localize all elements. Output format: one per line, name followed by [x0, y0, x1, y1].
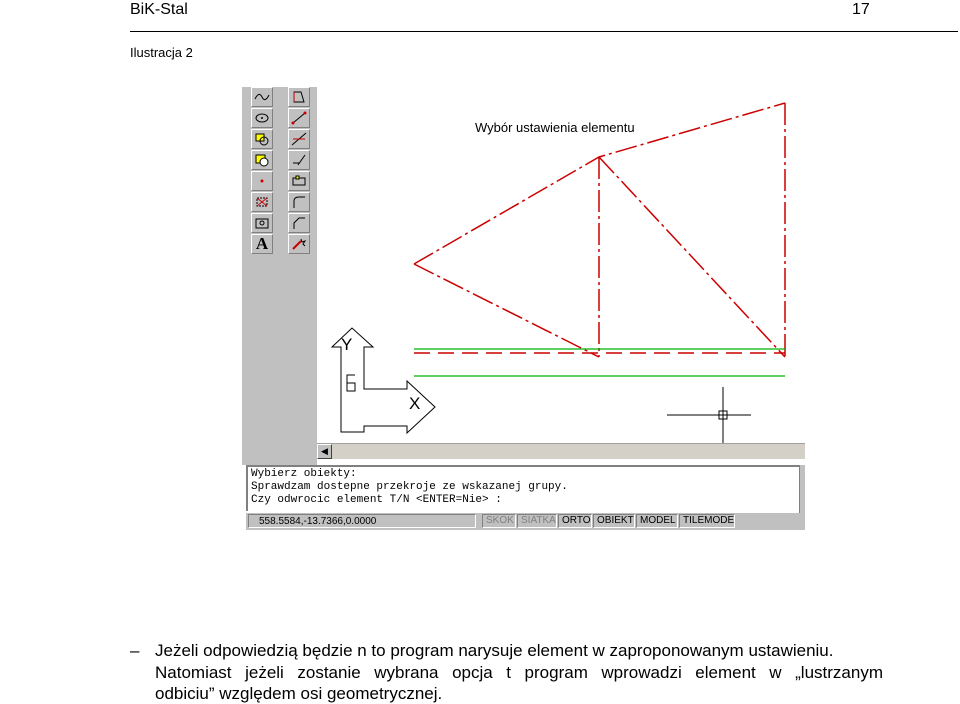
header-divider	[130, 31, 958, 32]
tilemode-button[interactable]: TILEMODE	[679, 514, 735, 528]
hatch-region-icon[interactable]	[251, 150, 273, 170]
ucs-y-label: Y	[341, 335, 353, 354]
ucs-x-label: X	[409, 394, 421, 413]
body-text-line-2: Natomiast jeżeli zostanie wybrana opcja t program wprowadzi element w „lustrzanym	[155, 663, 883, 682]
frame-left-diagonal	[414, 264, 599, 357]
body-text-line-1: Jeżeli odpowiedzią będzie n to program narysuje element w zaproponowanym ustawieniu.	[155, 641, 834, 660]
figure-caption: Ilustracja 2	[130, 45, 193, 60]
xline-icon[interactable]	[288, 129, 310, 149]
ellipse-icon[interactable]	[251, 108, 273, 128]
horizontal-scrollbar[interactable]	[317, 443, 805, 459]
cad-screenshot	[242, 87, 805, 534]
page-number: 17	[852, 1, 870, 18]
command-line-2: Sprawdzam dostepne przekroje ze wskazanej grupy.	[251, 481, 568, 493]
text-icon[interactable]: A	[251, 234, 273, 254]
rectangle-icon[interactable]	[288, 171, 310, 191]
grid-button[interactable]: SIATKA	[517, 514, 557, 528]
ray-icon[interactable]	[288, 150, 310, 170]
command-line-1: Wybierz obiekty:	[251, 468, 357, 480]
coordinates-display: 558.5584,-13.7366,0.0000	[248, 514, 476, 528]
command-line[interactable]	[246, 465, 805, 511]
frame-right-diagonal	[599, 157, 785, 357]
body-text-line-3: odbiciu” względem osi geometrycznej.	[155, 684, 443, 703]
point-icon[interactable]	[251, 171, 273, 191]
bullet-dash: –	[130, 641, 140, 660]
spline-icon[interactable]	[251, 87, 273, 107]
command-line-3: Czy odwrocic element T/N <ENTER=Nie> :	[251, 494, 502, 506]
region-icon[interactable]	[251, 129, 273, 149]
canvas-label: Wybór ustawienia elementu	[475, 120, 635, 135]
chamfer-icon[interactable]	[288, 213, 310, 233]
scroll-left-arrow-icon[interactable]: ◀	[317, 444, 332, 459]
line-icon[interactable]	[288, 108, 310, 128]
status-bar	[246, 513, 805, 530]
explode-icon[interactable]	[288, 234, 310, 254]
object-snap-button[interactable]: OBIEKT	[593, 514, 635, 528]
crosshair-cursor	[667, 387, 751, 443]
snap-button[interactable]: SKOK	[482, 514, 516, 528]
insert-icon[interactable]	[251, 213, 273, 233]
ortho-button[interactable]: ORTO	[558, 514, 592, 528]
fillet-icon[interactable]	[288, 192, 310, 212]
page-header-title: BiK-Stal	[130, 1, 188, 18]
block-icon[interactable]	[251, 192, 273, 212]
dimension-icon[interactable]	[288, 87, 310, 107]
model-button[interactable]: MODEL	[636, 514, 678, 528]
